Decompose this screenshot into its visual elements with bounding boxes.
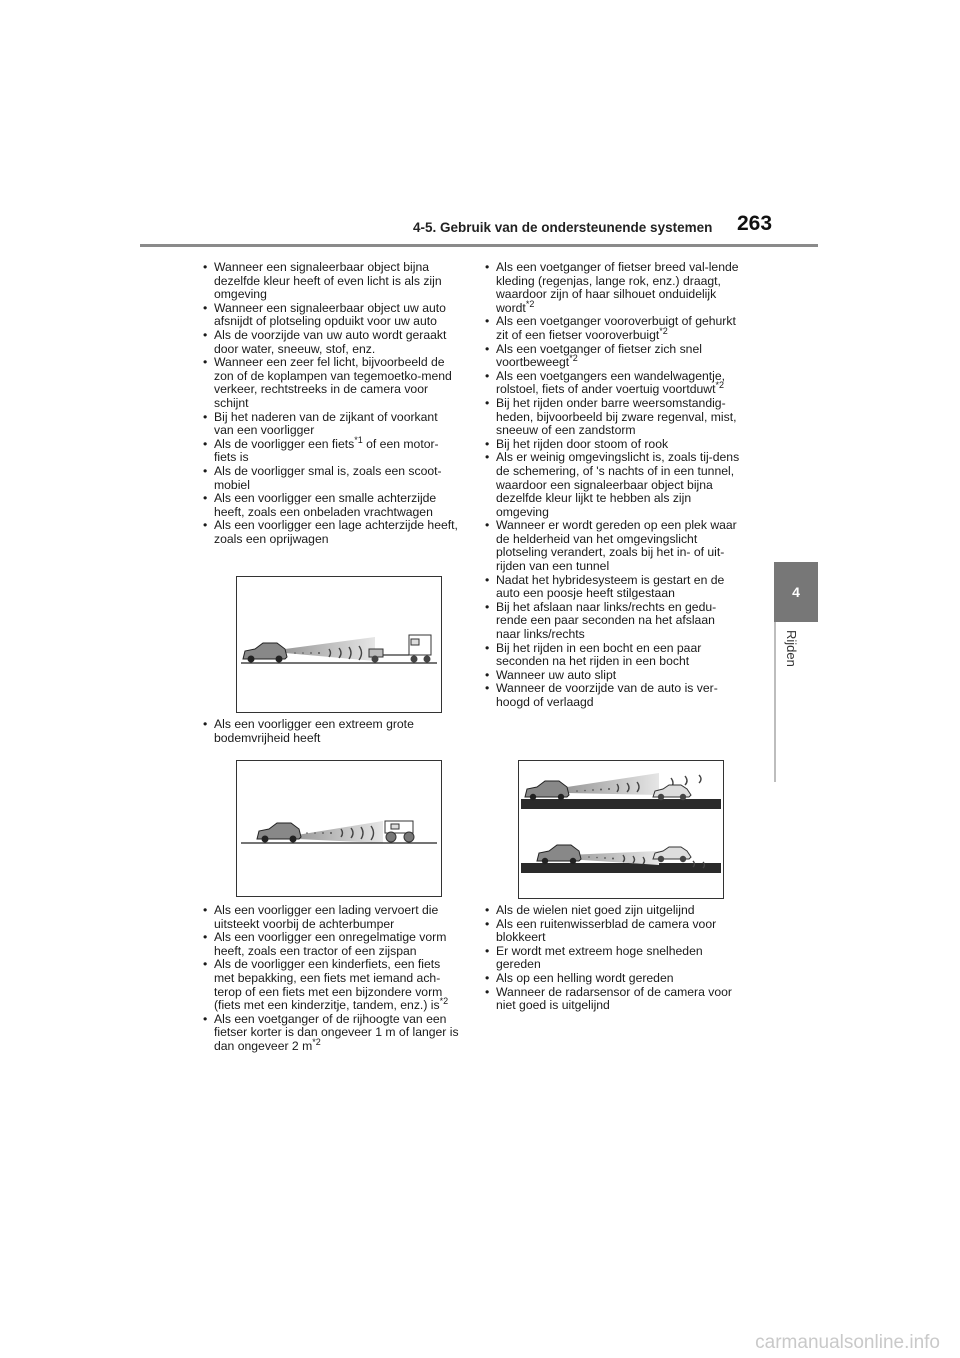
- list-item: • Als een voetgangers een wandelwagentje, rolstoel, fiets of ander voertuig voortduwt$^{*2}$: [482, 370, 742, 397]
- chapter-name: Rijden: [784, 630, 799, 667]
- list-item: • Wanneer de radarsensor of de camera voor niet goed is uitgelijnd: [482, 986, 742, 1013]
- right-list-2: [482, 904, 742, 1013]
- list-item: • Als een voetganger of fietser zich snel voortbeweegt$^{*2}$: [482, 343, 742, 370]
- left-list-1: [200, 261, 460, 546]
- figure-slope: [518, 760, 724, 899]
- list-item: • Wanneer de voorzijde van de auto is ver-hoogd of verlaagd: [482, 682, 742, 709]
- left-list-3: [200, 904, 460, 1054]
- footnote-marker: *2: [715, 380, 725, 391]
- left-list-3-wrap: [200, 904, 460, 1054]
- watermark: carmanualsonline.info: [755, 1332, 940, 1353]
- car-following-high-clearance-vehicle-icon: [237, 761, 441, 896]
- chapter-number: 4: [792, 584, 800, 600]
- chapter-divider: [774, 622, 776, 782]
- car-following-tow-trailer-icon: [237, 577, 441, 712]
- list-item: • Als de voorzijde van uw auto wordt geraakt door water, sneeuw, stof, enz.: [200, 329, 460, 356]
- list-item: • Als een voorligger een lage achterzijde heeft, zoals een oprijwagen: [200, 519, 460, 546]
- list-item: • Als een voorligger een smalle achterzijde heeft, zoals een onbeladen vrachtwagen: [200, 492, 460, 519]
- left-column: [200, 261, 460, 546]
- header-divider: [140, 244, 818, 247]
- right-column: [482, 261, 742, 710]
- list-item: • Als de voorligger een kinderfiets, een fiets met bepakking, een fiets met iemand ach-terop of een fiets met een bijzondere vorm (fiets met een kinderzitje, tandem, enz.) $is^{*2}$: [200, 958, 460, 1012]
- left-list-2: [200, 718, 460, 745]
- list-item: • Er wordt met extreem hoge snelheden gereden: [482, 945, 742, 972]
- list-item: • Bij het rijden onder barre weersomstandig-heden, bijvoorbeeld bij zware regenval, mist, sneeuw of een zandstorm: [482, 397, 742, 438]
- list-item: • Wanneer een signaleerbaar object uw auto afsnijdt of plotseling opduikt voor uw auto: [200, 302, 460, 329]
- page-number: 263: [737, 212, 773, 235]
- list-item: • Als de wielen niet goed zijn uitgelijnd: [482, 904, 742, 918]
- footnote-marker: *2: [569, 353, 578, 364]
- list-item: • Als op een helling wordt gereden: [482, 972, 742, 986]
- list-item: • Als een voetganger vooroverbuigt of gehurkt zit of een fietser vooroverbuigt$^{*2}$: [482, 315, 742, 342]
- list-item: • Als een voorligger een onregelmatige vorm heeft, zoals een tractor of een zijspan: [200, 931, 460, 958]
- section-title: 4-5. Gebruik van de ondersteunende systemen: [413, 220, 713, 235]
- list-item: • Als de voorligger smal is, zoals een scoot-mobiel: [200, 465, 460, 492]
- figure-trailer: [236, 576, 442, 713]
- left-list-2-wrap: [200, 718, 460, 745]
- list-item: • Als een voetganger of fietser breed val-lende kleding (regenjas, lange rok, enz.) draagt, waardoor zijn of haar silhouet onduidelijk wordt$^{*2}$: [482, 261, 742, 315]
- list-item: • Als een voetganger of de rijhoogte van een fietser korter is dan ongeveer 1 m of langer is dan ongeveer 2 $m^{*2}$: [200, 1013, 460, 1054]
- list-item: • Wanneer er wordt gereden op een plek waar de helderheid van het omgevingslicht plotseling verandert, zoals bij het in- of uit-rijden van een tunnel: [482, 519, 742, 573]
- list-item: • Als de voorligger een fiets$^{*1}$ of een motor-fiets is: [200, 438, 460, 465]
- list-item: • Wanneer een zeer fel licht, bijvoorbeeld de zon of de koplampen van tegemoetko-mend verkeer, rechtstreeks in de camera voor schijnt: [200, 356, 460, 410]
- footnote-marker: *2: [439, 996, 449, 1007]
- list-item: • Bij het rijden door stoom of rook: [482, 438, 742, 452]
- list-item: • Bij het naderen van de zijkant of voorkant van een voorligger: [200, 411, 460, 438]
- list-item: • Als een voorligger een lading vervoert die uitsteekt voorbij de achterbumper: [200, 904, 460, 931]
- car-on-slope-vs-flat-icon: [519, 761, 723, 898]
- list-item: • Wanneer uw auto slipt: [482, 669, 742, 683]
- list-item: • Als een voorligger een extreem grote bodemvrijheid heeft: [200, 718, 460, 745]
- footnote-marker: *2: [525, 298, 535, 309]
- footnote-marker: *1: [354, 434, 363, 445]
- figure-high-clearance: [236, 760, 442, 897]
- right-list-2-wrap: [482, 904, 742, 1013]
- footnote-marker: *2: [312, 1036, 321, 1047]
- list-item: • Bij het rijden in een bocht en een paar seconden na het rijden in een bocht: [482, 642, 742, 669]
- chapter-tab[interactable]: [774, 562, 818, 622]
- list-item: • Bij het afslaan naar links/rechts en gedu-rende een paar seconden na het afslaan naar links/rechts: [482, 601, 742, 642]
- footnote-marker: *2: [659, 325, 668, 336]
- list-item: • Nadat het hybridesysteem is gestart en de auto een poosje heeft stilgestaan: [482, 574, 742, 601]
- list-item: • Als een ruitenwisserblad de camera voor blokkeert: [482, 918, 742, 945]
- list-item: • Wanneer een signaleerbaar object bijna dezelfde kleur heeft of even licht is als zijn omgeving: [200, 261, 460, 302]
- list-item: • Als er weinig omgevingslicht is, zoals tij-dens de schemering, of 's nachts of in een tunnel, waardoor een signaleerbaar object bijna dezelfde kleur lijkt te hebben als zijn omgeving: [482, 451, 742, 519]
- right-list-1: [482, 261, 742, 710]
